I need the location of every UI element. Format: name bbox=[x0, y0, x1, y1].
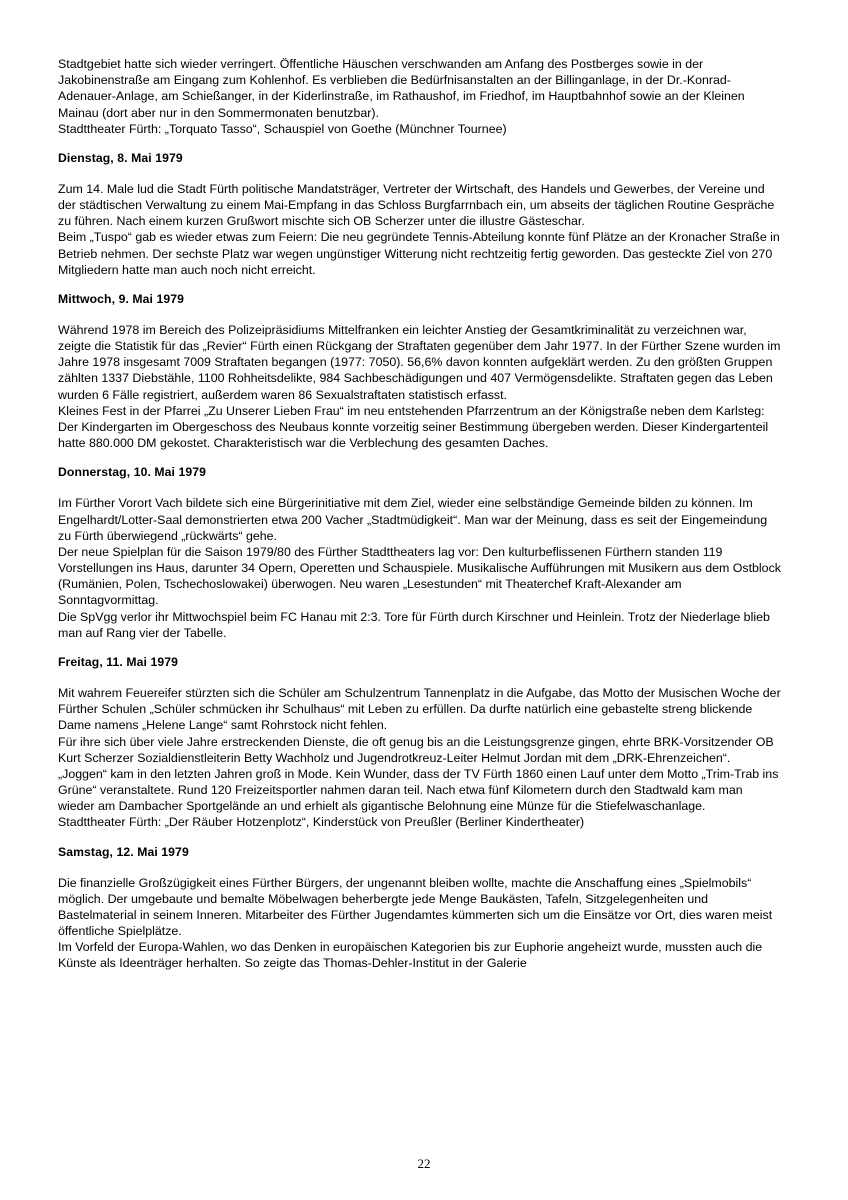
paragraph: Zum 14. Male lud die Stadt Fürth politische Mandatsträger, Vertreter der Wirtschaft, des Handels und Gewerbes, der Vereine und der städtischen Verwaltung zu einem Mai-Empfang in das Schloss Burgfarrnbach ein, um abseits der täglichen Routine Gespräche zu führen. Nach einem kurzen Grußwort mischte sich OB Scherzer unter die illustre Gästeschar. bbox=[58, 181, 775, 229]
paragraph: „Joggen“ kam in den letzten Jahren groß in Mode. Kein Wunder, dass der TV Fürth 1860 einen Lauf unter dem Motto „Trim-Trab ins Grüne“ veranstaltete. Rund 120 Freizeitsportler nahmen daran teil. Nach etwa fünf Kilometern durch den Stadtwald kam man wieder am Dambacher Sportgelände an und erhielt als gigantische Belohnung eine Münze für die Stiefelwaschanlage. bbox=[58, 766, 779, 814]
paragraph: Für ihre sich über viele Jahre erstreckenden Dienste, die oft genug bis an die Leistungsgrenze gingen, ehrte BRK-Vorsitzender OB Kurt Scherzer Sozialdienstleiterin Betty Wachholz und Jugendrotkreuz-Leiter Helmut Jordan mit dem „DRK-Ehrenzeichen“. bbox=[58, 734, 774, 765]
paragraph: Stadtgebiet hatte sich wieder verringert. Öffentliche Häuschen verschwanden am Anfang des Postberges sowie in der Jakobinenstraße am Eingang zum Kohlenhof. Es verblieben die Bedürfnisanstalten an der Billinganlage, in der Dr.-Konrad-Adenauer-Anlage, am Schießanger, in der Kiderlinstraße, im Rathaushof, im Friedhof, im Hauptbahnhof sowie an der Kleinen Mainau (dort aber nur in den Sommermonaten benutzbar). bbox=[58, 57, 745, 120]
paragraph: Kleines Fest in der Pfarrei „Zu Unserer Lieben Frau“ im neu entstehenden Pfarrzentrum an der Königstraße neben dem Karlsteg: Der Kindergarten im Obergeschoss des Neubaus konnte vorzeitig seiner Bestimmung übergeben werden. Dieser Kindergartenteil hatte 880.000 DM gekostet. Charakteristisch war die Verblechung des gesamten Daches. bbox=[58, 403, 769, 451]
date-heading: Donnerstag, 10. Mai 1979 bbox=[58, 465, 207, 480]
paragraph: Mit wahrem Feuereifer stürzten sich die Schüler am Schulzentrum Tannenplatz in die Aufgabe, das Motto der Musischen Woche der Fürther Schulen „Schüler schmücken ihr Schulhaus“ mit Leben zu erfüllen. Da durfte natürlich eine gebastelte streng blickende Dame namens „Helene Lange“ samt Rohrstock nicht fehlen. bbox=[58, 685, 781, 733]
date-heading-block bbox=[58, 292, 782, 451]
paragraph: Stadttheater Fürth: „Torquato Tasso“, Schauspiel von Goethe (Münchner Tournee) bbox=[58, 121, 507, 136]
paragraph: Während 1978 im Bereich des Polizeipräsidiums Mittelfranken ein leichter Anstieg der Gesamtkriminalität zu verzeichnen war, zeigte die Statistik für das „Revier“ Fürth einen Rückgang der Straftaten gegenüber dem Jahr 1977. In der Fürther Szene wurden im Jahre 1978 insgesamt 7009 Straftaten begangen (1977: 7050). 56,6% davon konnten aufgeklärt werden. Zu den größten Gruppen zählten 1337 Diebstähle, 1100 Rohheitsdelikte, 984 Sachbeschädigungen und 407 Vermögensdelikte. Straftaten gegen das Leben wurden 6 Fälle registriert, außerdem waren 86 Sexualstraftaten statistisch erfasst. bbox=[58, 322, 781, 402]
paragraph: Der neue Spielplan für die Saison 1979/80 des Fürther Stadttheaters lag vor: Den kulturbeflissenen Fürthern standen 119 Vorstellungen ins Haus, darunter 34 Opern, Operetten und Schauspiele. Musikalische Aufführungen mit Musikern aus dem Ostblock (Rumänien, Polen, Tschechoslowakei) überwogen. Neu waren „Lesestunden“ mit Theaterchef Kraft-Alexander am Sonntagvormittag. bbox=[58, 544, 781, 608]
page-number: 22 bbox=[417, 1156, 431, 1171]
date-heading-block bbox=[58, 845, 782, 972]
paragraph: Beim „Tuspo“ gab es wieder etwas zum Feiern: Die neu gegründete Tennis-Abteilung konnte fünf Plätze an der Kronacher Straße in Betrieb nehmen. Der sechste Platz war wegen ungünstiger Witterung nicht rechtzeitig fertig geworden. Das gesteckte Ziel von 270 Mitgliedern hatte man auch noch nicht erreicht. bbox=[58, 230, 780, 277]
paragraph: Die finanzielle Großzügigkeit eines Fürther Bürgers, der ungenannt bleiben wollte, machte die Anschaffung eines „Spielmobils“ möglich. Der umgebaute und bemalte Möbelwagen beherbergte jede Menge Baukästen, Tafeln, Sitzgelegenheiten und Bastelmaterial in seinem Inneren. Mitarbeiter des Fürther Jugendamtes kümmerten sich um die Einsätze vor Ort, dies waren meist öffentliche Spielplätze. bbox=[58, 875, 773, 939]
date-heading-block bbox=[58, 151, 782, 278]
date-heading: Samstag, 12. Mai 1979 bbox=[58, 844, 189, 859]
date-heading-block bbox=[58, 655, 782, 831]
date-heading: Mittwoch, 9. Mai 1979 bbox=[58, 291, 185, 306]
text-block bbox=[58, 56, 782, 137]
paragraph: Die SpVgg verlor ihr Mittwochspiel beim FC Hanau mit 2:3. Tore für Fürth durch Kirschner und Heinlein. Trotz der Niederlage blieb man auf Rang vier der Tabelle. bbox=[58, 609, 770, 640]
date-heading: Dienstag, 8. Mai 1979 bbox=[58, 150, 183, 165]
date-heading-block bbox=[58, 465, 782, 641]
paragraph: Stadttheater Fürth: „Der Räuber Hotzenplotz“, Kinderstück von Preußler (Berliner Kindertheater) bbox=[58, 815, 585, 830]
paragraph: Im Fürther Vorort Vach bildete sich eine Bürgerinitiative mit dem Ziel, wieder eine selbständige Gemeinde bilden zu können. Im Engelhardt/Lotter-Saal demonstrierten etwa 200 Vacher „Stadtmüdigkeit“. Man war der Meinung, dass es seit der Eingemeindung zu Fürth überwiegend „rückwärts“ gehe. bbox=[58, 496, 768, 543]
document-body bbox=[58, 56, 782, 972]
date-heading: Freitag, 11. Mai 1979 bbox=[58, 655, 178, 670]
paragraph: Im Vorfeld der Europa-Wahlen, wo das Denken in europäischen Kategorien bis zur Euphorie angeheizt wurde, mussten auch die Künste als Ideenträger herhalten. So zeigte das Thomas-Dehler-Institut in der Galerie bbox=[58, 940, 763, 971]
